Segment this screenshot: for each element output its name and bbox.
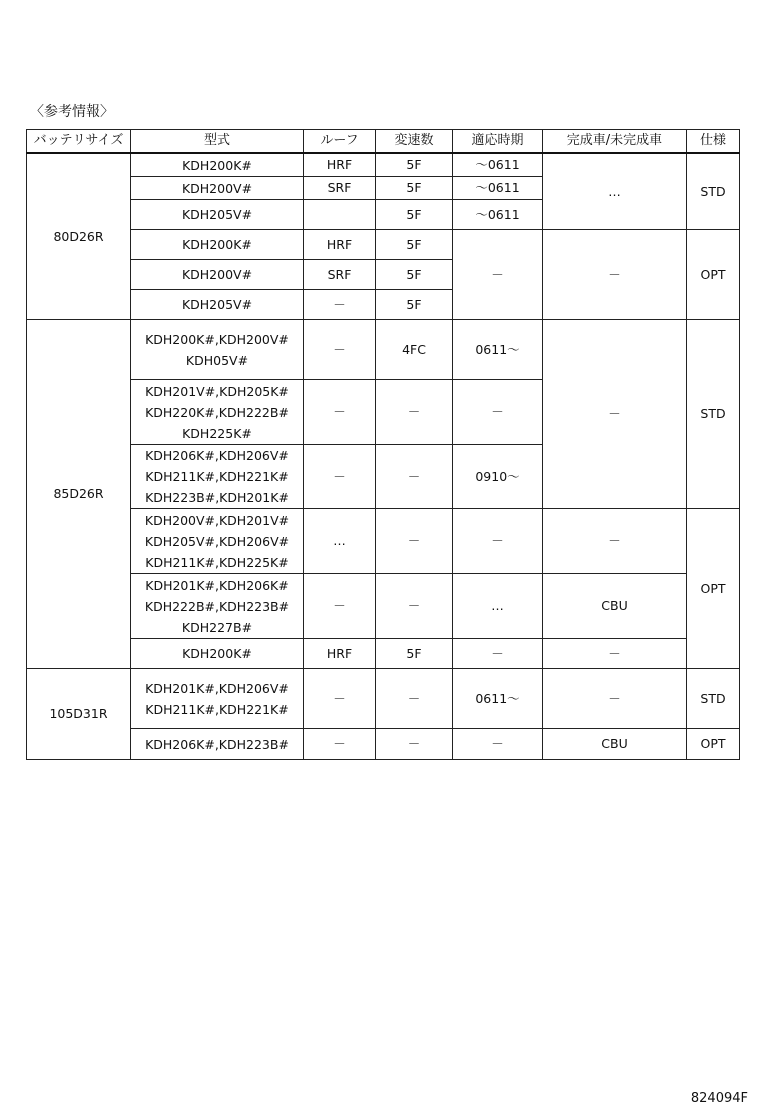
completion-cell: … [543, 153, 687, 230]
roof-cell: SRF [304, 260, 376, 290]
completion-cell: CBU [543, 574, 687, 639]
roof-cell: … [304, 509, 376, 574]
figure-code: 824094F [690, 1091, 748, 1106]
roof-cell: HRF [304, 153, 376, 177]
model-cell: KDH200V#,KDH201V# KDH205V#,KDH206V# KDH211K#,KDH225K# [131, 509, 304, 574]
period-cell: 0611～ [453, 320, 543, 380]
model-cell: KDH200V# [131, 177, 304, 200]
table-row [27, 639, 740, 669]
header-spec: 仕様 [687, 130, 740, 154]
gears-cell: 5F [376, 200, 453, 230]
completion-cell: － [543, 509, 687, 574]
completion-cell: CBU [543, 729, 687, 760]
gears-cell: － [376, 729, 453, 760]
header-gears: 変速数 [376, 130, 453, 154]
roof-cell [304, 200, 376, 230]
table-row [27, 509, 740, 574]
roof-cell: HRF [304, 230, 376, 260]
model-cell: KDH205V# [131, 200, 304, 230]
period-cell: 0611～ [453, 669, 543, 729]
header-battery-size: バッテリサイズ [27, 130, 131, 154]
battery-size-cell: 85D26R [27, 320, 131, 669]
gears-cell: 5F [376, 260, 453, 290]
roof-cell: － [304, 574, 376, 639]
header-model: 型式 [131, 130, 304, 154]
roof-cell: － [304, 320, 376, 380]
battery-spec-table [26, 129, 740, 760]
period-cell: ～0611 [453, 177, 543, 200]
completion-cell: － [543, 669, 687, 729]
gears-cell: － [376, 445, 453, 509]
period-cell: － [453, 639, 543, 669]
roof-cell: － [304, 669, 376, 729]
table-row [27, 320, 740, 380]
roof-cell: － [304, 380, 376, 445]
gears-cell: 5F [376, 230, 453, 260]
period-cell: － [453, 380, 543, 445]
reference-info-caption: 〈参考情報〉 [30, 104, 114, 120]
gears-cell: 5F [376, 177, 453, 200]
table-row [27, 230, 740, 260]
battery-size-cell: 80D26R [27, 153, 131, 320]
period-cell: － [453, 230, 543, 320]
model-cell: KDH200K# [131, 639, 304, 669]
gears-cell: 5F [376, 153, 453, 177]
period-cell: ～0611 [453, 200, 543, 230]
gears-cell: 5F [376, 290, 453, 320]
gears-cell: － [376, 669, 453, 729]
roof-cell: － [304, 445, 376, 509]
period-cell: 0910～ [453, 445, 543, 509]
roof-cell: － [304, 290, 376, 320]
gears-cell: － [376, 574, 453, 639]
period-cell: － [453, 729, 543, 760]
completion-cell: － [543, 230, 687, 320]
model-cell: KDH200K# [131, 153, 304, 177]
completion-cell: － [543, 320, 687, 509]
table-row [27, 729, 740, 760]
header-row [27, 130, 740, 154]
model-cell: KDH200K# [131, 230, 304, 260]
spec-cell: STD [687, 153, 740, 230]
battery-size-cell: 105D31R [27, 669, 131, 760]
model-cell: KDH200K#,KDH200V# KDH05V# [131, 320, 304, 380]
spec-cell: OPT [687, 509, 740, 669]
period-cell: ～0611 [453, 153, 543, 177]
spec-cell: OPT [687, 729, 740, 760]
completion-cell: － [543, 639, 687, 669]
model-cell: KDH201V#,KDH205K# KDH220K#,KDH222B# KDH225K# [131, 380, 304, 445]
table-row [27, 669, 740, 729]
header-roof: ルーフ [304, 130, 376, 154]
model-cell: KDH206K#,KDH223B# [131, 729, 304, 760]
roof-cell: － [304, 729, 376, 760]
gears-cell: 4FC [376, 320, 453, 380]
roof-cell: HRF [304, 639, 376, 669]
gears-cell: 5F [376, 639, 453, 669]
spec-cell: STD [687, 320, 740, 509]
spec-cell: OPT [687, 230, 740, 320]
roof-cell: SRF [304, 177, 376, 200]
spec-cell: STD [687, 669, 740, 729]
header-period: 適応時期 [453, 130, 543, 154]
table-row [27, 153, 740, 177]
model-cell: KDH200V# [131, 260, 304, 290]
model-cell: KDH205V# [131, 290, 304, 320]
period-cell: － [453, 509, 543, 574]
model-cell: KDH201K#,KDH206K# KDH222B#,KDH223B# KDH227B# [131, 574, 304, 639]
gears-cell: － [376, 509, 453, 574]
period-cell: … [453, 574, 543, 639]
header-completion: 完成車/未完成車 [543, 130, 687, 154]
table-row [27, 574, 740, 639]
model-cell: KDH206K#,KDH206V# KDH211K#,KDH221K# KDH223B#,KDH201K# [131, 445, 304, 509]
model-cell: KDH201K#,KDH206V# KDH211K#,KDH221K# [131, 669, 304, 729]
gears-cell: － [376, 380, 453, 445]
